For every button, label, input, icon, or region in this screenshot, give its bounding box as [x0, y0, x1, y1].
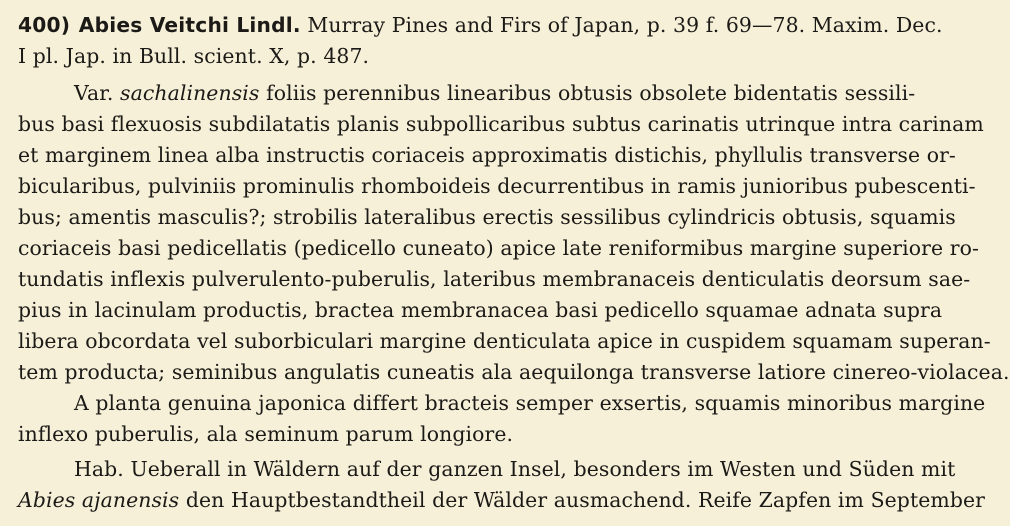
habitat-species-name: Abies ajanensis [18, 488, 180, 512]
reference-text-2: I pl. Jap. in Bull. scient. X, p. 487. [18, 44, 370, 68]
entry-heading-line-2 [18, 41, 886, 72]
reference-text-1: Murray Pines and Firs of Japan, p. 39 f. 69—78. Maxim. Dec. [307, 13, 943, 37]
description-line-5: bus; amentis masculis?; strobilis lateralibus erectis sessilibus cylindricis obtusis, squamis [18, 205, 956, 229]
description-line-10: tem producta; seminibus angulatis cuneatis ala aequilonga transverse latiore cinereo-violacea. [18, 360, 1010, 384]
description-line-2: bus basi flexuosis subdilatatis planis subpollicaribus subtus carinatis utrinque intra carinam [18, 112, 984, 136]
habitat-line-2-text: den Hauptbestandtheil der Wälder ausmachend. Reife Zapfen im September [185, 488, 986, 512]
description-line-1-text: foliis perennibus linearibus obtusis obsolete bidentatis sessili- [266, 81, 916, 105]
habitat-line-1: Hab. Ueberall in Wäldern auf der ganzen Insel, besonders im Westen und Süden mit [74, 457, 956, 481]
variety-name: sachalinensis [120, 81, 260, 105]
description-line-9: libera obcordata vel suborbiculari margine denticulata apice in cuspidem squamam superan- [18, 329, 991, 353]
comparison-line-2: inflexo puberulis, ala seminum parum longiore. [18, 422, 514, 446]
description-line-8: pius in lacinulam productis, bractea membranacea basi pedicello squamae adnata supra [18, 298, 943, 322]
description-line-4: bicularibus, pulviniis prominulis rhomboideis decurrentibus in ramis junioribus pubescenti- [18, 174, 976, 198]
description-line-3: et marginem linea alba instructis coriaceis approximatis distichis, phyllulis transverse or- [18, 143, 956, 167]
habitat-line-2 [18, 485, 986, 516]
description-line-7: tundatis inflexis pulverulento-puberulis, lateribus membranaceis denticulatis deorsum sae- [18, 267, 971, 291]
description-line-6: coriaceis basi pedicellatis (pedicello cuneato) apice late reniformibus margine superiore ro- [18, 236, 979, 260]
entry-number: 400) [18, 13, 71, 37]
species-name: Abies Veitchi Lindl. [78, 13, 301, 37]
comparison-line-1: A planta genuina japonica differt bracteis semper exsertis, squamis minoribus margine [74, 391, 986, 415]
entry-heading-line-1 [18, 10, 943, 41]
variety-prefix: Var. [74, 81, 114, 105]
description-line-1 [18, 78, 916, 109]
